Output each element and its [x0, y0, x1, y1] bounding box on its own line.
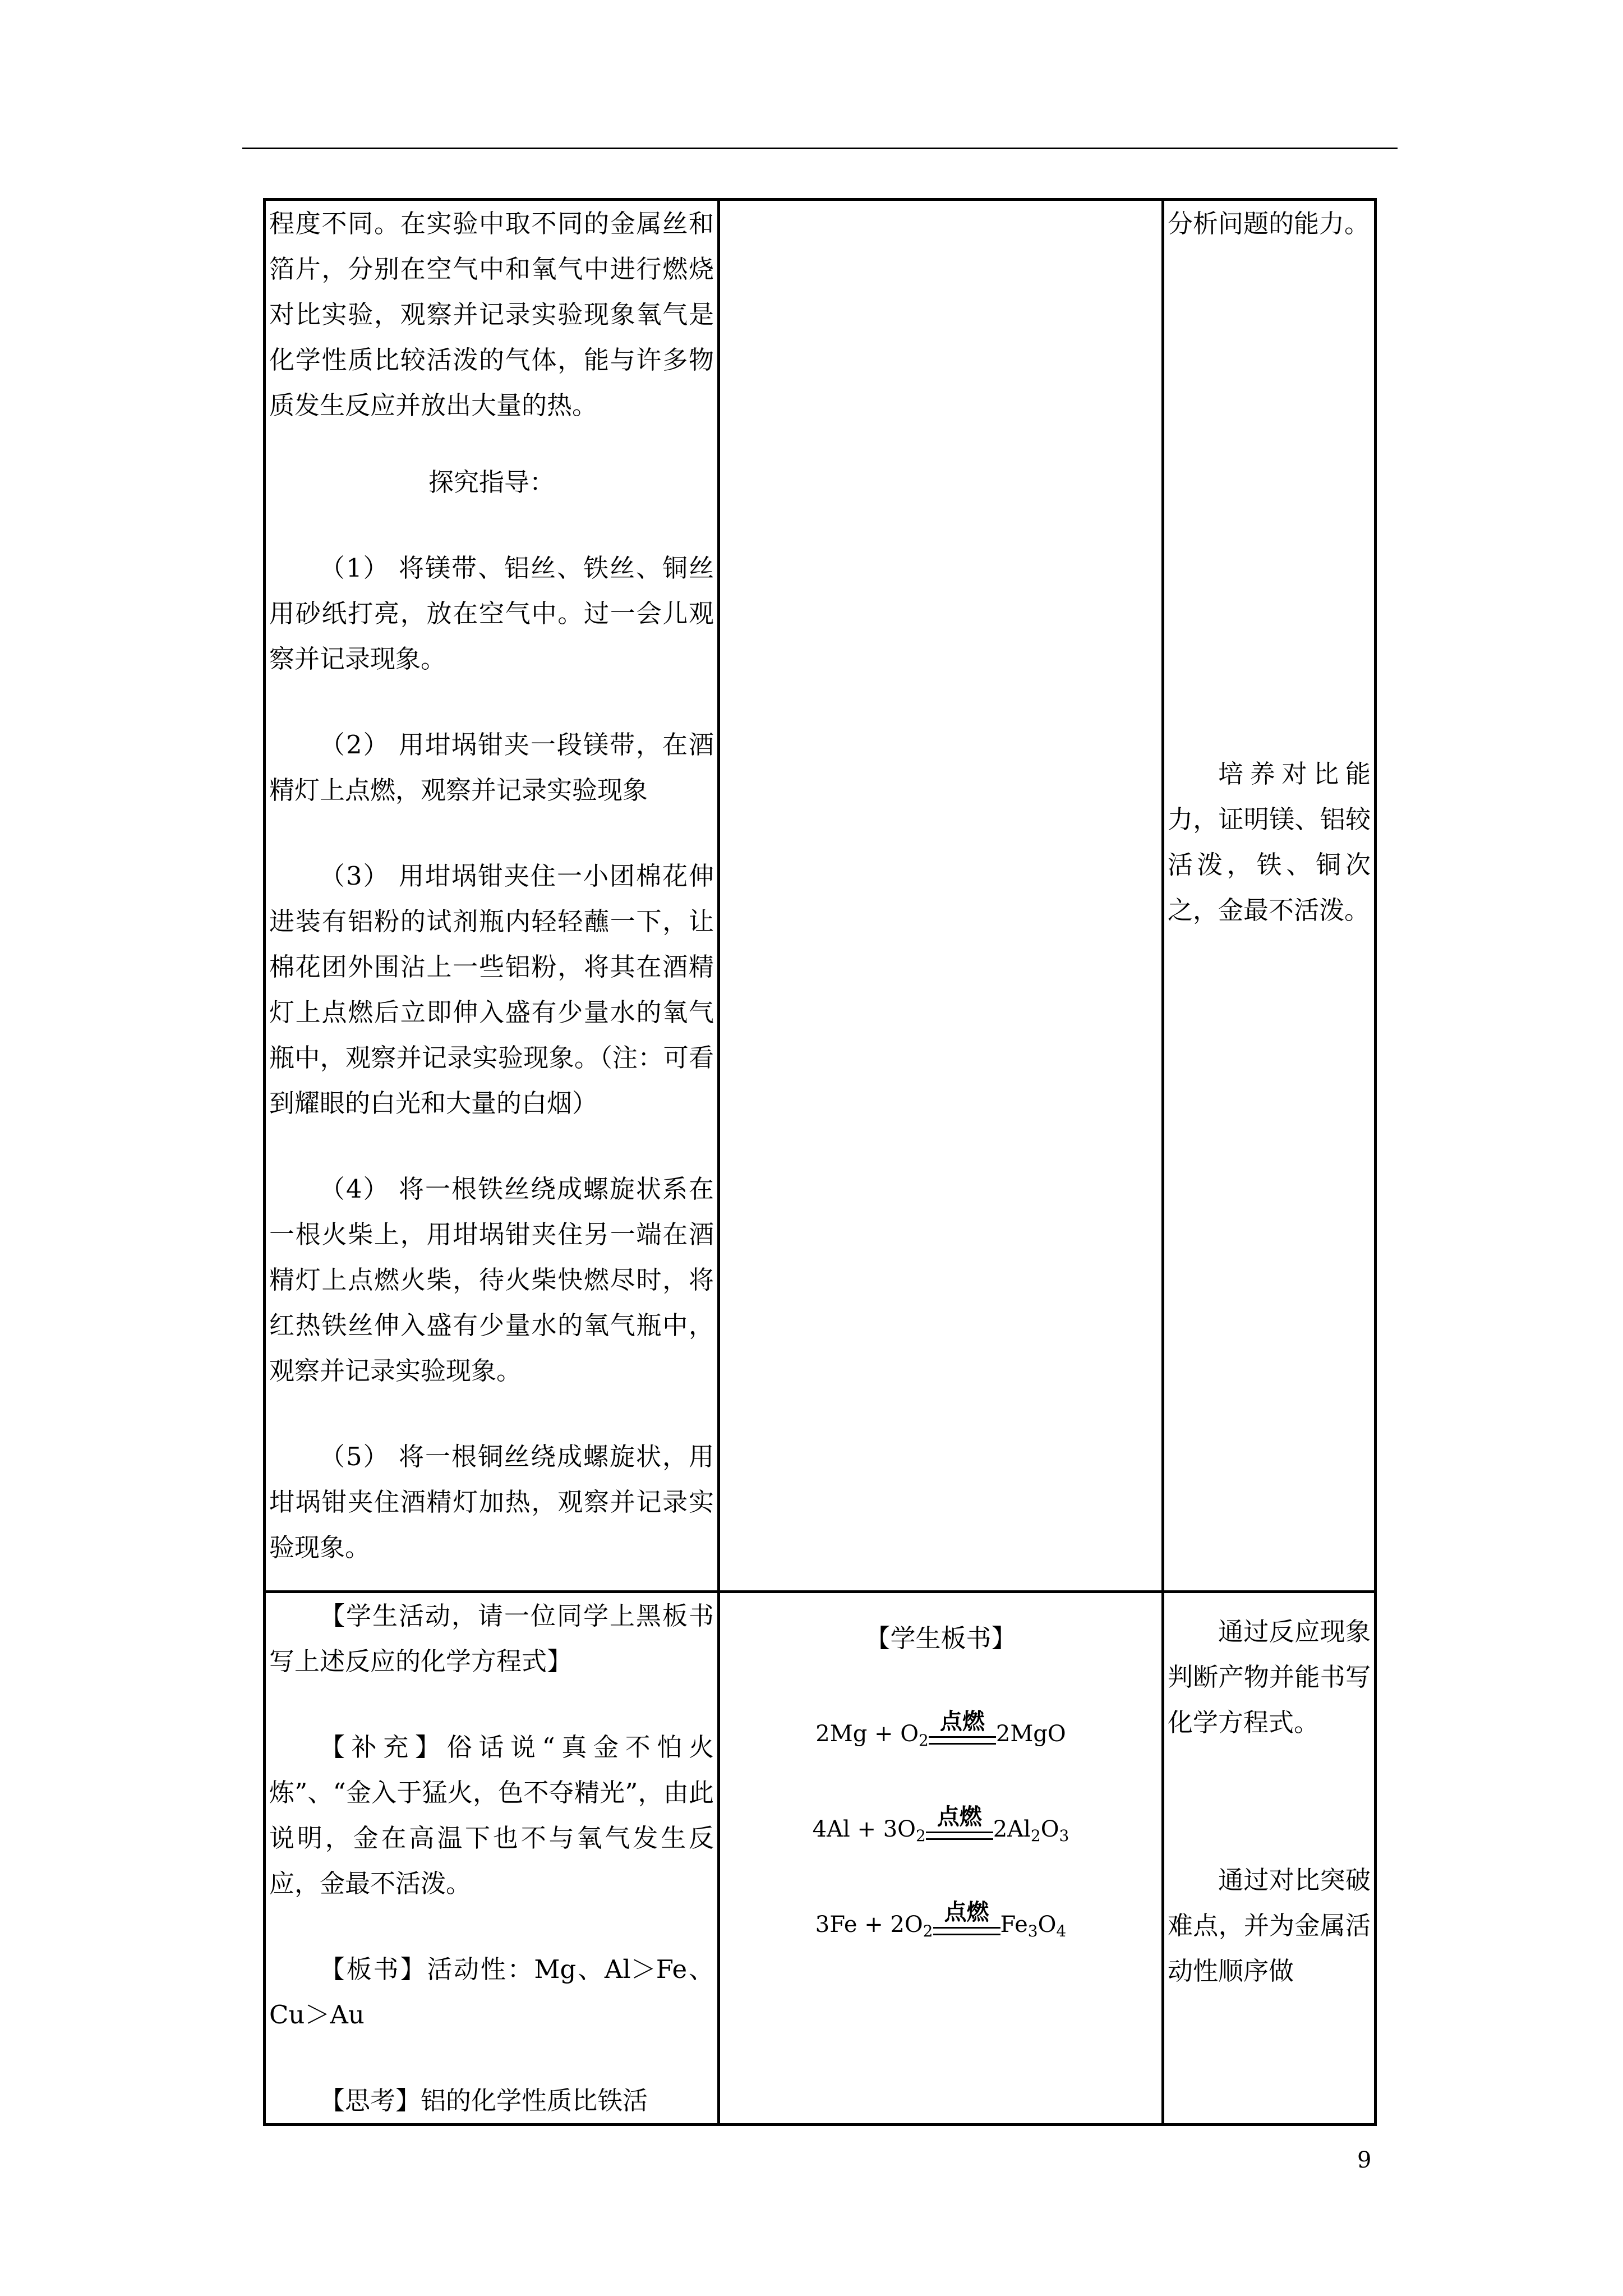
reaction-arrow — [933, 1899, 1000, 1941]
eq2-sub: 2 — [915, 1826, 926, 1845]
eq2-left: 4Al + 3O — [812, 1816, 916, 1842]
eq1-sub: 2 — [919, 1731, 929, 1750]
page-number: 9 — [1357, 2147, 1372, 2173]
eq1-left: 2Mg + O — [815, 1721, 919, 1747]
condition-label: 点燃 — [944, 1899, 989, 1925]
table-row — [265, 200, 1376, 1592]
step-5: （5） 将一根铜丝绕成螺旋状，用坩埚钳夹住酒精灯加热，观察并记录实验现象。 — [269, 1442, 714, 1562]
design-intent-cell — [1163, 1592, 1376, 2125]
eq2-right-sub1: 2 — [1030, 1826, 1041, 1845]
lesson-plan-table — [263, 198, 1377, 2126]
teacher-activity-cell — [265, 200, 719, 1592]
eq3-right-sub2: 4 — [1056, 1922, 1067, 1940]
eq3-right-b: O — [1038, 1912, 1057, 1938]
eq3-left: 3Fe + 2O — [815, 1912, 923, 1938]
intro-paragraph: 程度不同。在实验中取不同的金属丝和箔片，分别在空气中和氧气中进行燃烧对比实验，观察并记录实验现象氧气是化学性质比较活泼的气体，能与许多物质发生反应并放出大量的热。 — [269, 209, 714, 420]
eq1-right: 2MgO — [995, 1721, 1066, 1747]
step-4: （4） 将一根铁丝绕成螺旋状系在一根火柴上，用坩埚钳夹住另一端在酒精灯上点燃火柴，待火柴快燃尽时，将红热铁丝伸入盛有少量水的氧气瓶中，观察并记录实验现象。 — [269, 1174, 714, 1386]
header-rule — [242, 148, 1398, 149]
eq2-right-a: 2Al — [993, 1816, 1031, 1842]
condition-label: 点燃 — [937, 1803, 982, 1830]
step-3: （3） 用坩埚钳夹住一小团棉花伸进装有铝粉的试剂瓶内轻轻蘸一下，让棉花团外围沾上一些铝粉，将其在酒精灯上点燃后立即伸入盛有少量水的氧气瓶中，观察并记录实验现象。（注：可看到耀眼的白光和大量的白烟） — [269, 861, 714, 1118]
reaction-arrow — [929, 1708, 996, 1751]
condition-label: 点燃 — [939, 1708, 985, 1734]
eq2-right-b: O — [1040, 1816, 1059, 1842]
equation-fe — [723, 1899, 1158, 1941]
eq3-right-sub1: 3 — [1027, 1922, 1038, 1940]
teacher-activity-cell — [265, 1592, 719, 2125]
equation-al — [723, 1803, 1158, 1846]
eq2-right-sub2: 3 — [1059, 1826, 1069, 1845]
intent-text-2: 培养对比能力，证明镁、铝较活泼，铁、铜次之，金最不活泼。 — [1168, 759, 1371, 925]
intent-text-3: 通过反应现象判断产物并能书写化学方程式。 — [1168, 1617, 1371, 1737]
supplement-note: 【补充】俗话说“真金不怕火炼”、“金入于猛火，色不夺精光”，由此说明，金在高温下也不与氧气发生反应，金最不活泼。 — [269, 1732, 714, 1898]
step-2: （2） 用坩埚钳夹一段镁带，在酒精灯上点燃，观察并记录实验现象 — [269, 730, 714, 805]
student-activity-prompt: 【学生活动，请一位同学上黑板书写上述反应的化学方程式】 — [269, 1601, 714, 1676]
think-question: 【思考】铝的化学性质比铁活 — [320, 2086, 648, 2115]
student-board-cell — [719, 1592, 1163, 2125]
equation-mg — [723, 1708, 1158, 1751]
design-intent-cell — [1163, 200, 1376, 1592]
reaction-arrow — [926, 1803, 993, 1846]
board-note: 【板书】活动性：Mg、Al＞Fe、Cu＞Au — [269, 1954, 714, 2030]
eq3-sub: 2 — [923, 1922, 933, 1940]
guide-heading: 探究指导： — [428, 467, 555, 497]
intent-text-4: 通过对比突破难点，并为金属活动性顺序做 — [1168, 1865, 1371, 1986]
step-1: （1） 将镁带、铝丝、铁丝、铜丝用砂纸打亮，放在空气中。过一会儿观察并记录现象。 — [269, 553, 714, 674]
table-row — [265, 1592, 1376, 2125]
student-board-title: 【学生板书】 — [865, 1623, 1017, 1653]
eq3-right-a: Fe — [1000, 1912, 1028, 1938]
intent-text-1: 分析问题的能力。 — [1168, 209, 1370, 238]
student-activity-cell — [719, 200, 1163, 1592]
